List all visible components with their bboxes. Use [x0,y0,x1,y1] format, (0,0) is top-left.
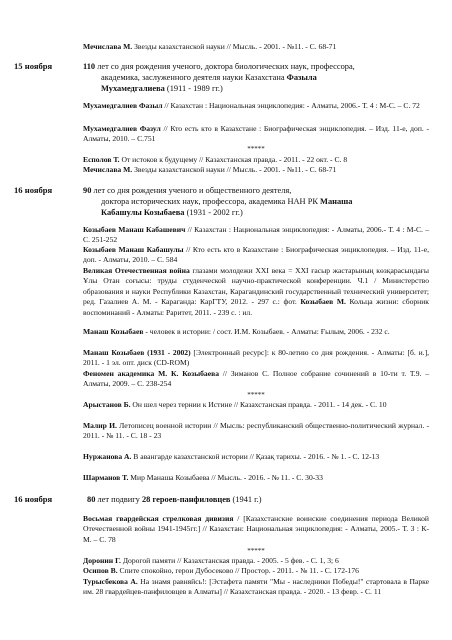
entry-text: // Казахстан : Национальная энциклопедия: - Алматы, 2006.- Т. 4 : М-С. – С. 72 [162,101,420,110]
bibliography-entry [83,348,429,369]
entry-author-2: Козыбаев М. [300,297,346,307]
entry-author: Великая Отечественная война [83,266,190,275]
bibliography-entry [83,225,429,246]
bibliography-entry [83,421,429,442]
event-date: 16 ноября [14,185,53,195]
bibliography-entry [83,101,429,111]
bibliography-entry [83,165,429,175]
bibliography-entry [83,514,429,545]
entry-author: Манаш Козыбаев [83,327,144,336]
event-person-surname: Мухамедгалиева [101,84,165,93]
entry-author: Малир И. [83,421,117,430]
entry-text: [Электронный ресурс]: к 80-летию со дня рождения. - Алматы: [б. и.], 2011. - 1 эл. опт. диск (CD-ROM) [83,348,429,368]
entry-text-2: Кольца жизни: сборник воспоминаний - Алматы: Раритет, 2011. - 239 с. : ил. [83,297,429,317]
entry-text: Дорогой памяти // Казахстанская правда. - 2005. - 5 фев. - С. 1, 3; 6 [120,556,339,565]
bibliography-entry [83,556,429,566]
bibliography-entry [83,452,429,462]
entry-text: Спите спокойно, герои Дубосеково // Простор. - 2011. - № 11. - С. 172-176 [117,566,359,575]
bibliography-entry [83,155,429,165]
event-subject: 28 героев-панфиловцев [141,495,231,504]
event-date: 16 ноября [14,494,53,504]
entry-author: Шарманов Т. [83,473,129,482]
event-years: (1941 г.) [230,495,262,504]
entry-author: Козыбаев Манаш Кабашевич [83,225,186,234]
bibliography-entry [83,245,429,266]
bibliography-entry [83,473,429,483]
entry-author: Манаш Козыбаев (1931 - 2002) [83,348,191,357]
entry-author: Восьмая гвардейская стрелковая дивизия [83,514,234,523]
entry-author: Мечислава М. [83,42,133,51]
entry-text: В авангарде казахстанской истории // Қазақ тарихы. - 2016. - № 1. - С. 12-13 [131,452,380,461]
event-heading-text-2: доктора исторических наук, профессора, академика НАН РК [101,197,321,206]
event-heading-continuation-2 [83,207,429,218]
event-heading-text: лет подвигу [95,495,142,504]
event-heading-text-2: академика, заслуженного деятеля науки Казахстана [101,73,287,82]
bibliography-entry [83,42,429,52]
event-heading-continuation [83,72,429,83]
event-heading-text: лет со дня рождения ученого, доктора биологических наук, профессора, [95,62,355,71]
event-date: 15 ноября [14,61,53,71]
separator-stars: ***** [247,145,265,153]
bibliography-entry [83,400,429,410]
bibliography-entry [83,124,429,145]
entry-author: Мухамедгалиев Фазул [83,124,161,133]
bibliography-entry [83,577,429,598]
entry-author: Феномен академика М. К. Козыбаева [83,369,219,378]
bibliography-entry [83,369,429,390]
event-anniversary-number: 80 [87,495,96,504]
separator-stars: ***** [247,391,265,399]
entry-author: Мечислава М. [83,165,133,174]
event-heading-continuation-2 [83,83,429,94]
entry-text: // Зиманов С. Полное собрание сочинений в 10-ти т. Т.9. – Алматы, 2009. – С. 238-254 [83,369,430,389]
bibliography-entry [83,566,429,576]
entry-text: // Кто есть кто в Казахстане : Биографическая энциклопедия. – Изд. 11-е, доп. - Алматы, 2010. – С.751 [83,124,429,144]
entry-author: Есполов Т. [83,155,120,164]
entry-author: Доронин Г. [83,556,121,565]
entry-text: От истоков к будущему // Казахстанская правда. - 2011. - 22 окт. - С. 8 [119,155,348,164]
entry-text: На знамя равняйсь!: [Эстафета памяти "Мы - наследники Победы!" стартовала в Парке им. 28 гвардейцев-панфиловцев в Алматы] // Казахстанская правда. - 2020. - 13 февр. - С. 11 [83,577,430,597]
event-heading [83,61,429,94]
entry-author: Козыбаев Манаш Кабашулы [83,245,184,254]
entry-text: - человек в истории: / сост. И.М. Козыбаев. - Алматы: Ғылым, 2006. - 232 с. [143,327,390,336]
entry-text: // Кто есть кто в Казахстане : Биографическая энциклопедия. – Изд. 11-е, доп. - Алматы, 2010. – С. 584 [83,245,429,265]
entry-text: // Казахстан : Национальная энциклопедия: - Алматы, 2006.- Т. 4 : М-С. – С. 251-252 [83,225,429,245]
entry-author: Нуржанова А. [83,452,132,461]
event-person-name: Манаша [320,197,353,206]
bibliography-entry [83,266,429,318]
entry-text: Летописец военной истории // Мысль: республиканский общественно-политический журнал. - 2011. - № 11. - С. 18 - 23 [83,421,430,441]
event-heading [83,185,429,218]
entry-text: Звезды казахстанской науки // Мысль. - 2001. - №11. - С. 68-71 [132,165,337,174]
bibliography-entry [83,327,429,337]
event-person-name: Фазыла [286,73,317,82]
entry-text: глазами молодежи XXI века = XXI ғасыр жастарының көзқарасындағы Ұлы Отан соғысы: труды студенческой научно-практической конференции. Ч.1 / Министерство образования и науки Республики Казахстан, Карагандинский государственный технический университет; ред. Газалиев А. М. - Караганда: КарГТУ, 2012. - 297 с.: фот. [83,266,429,307]
event-heading-continuation [83,196,429,207]
event-anniversary-number: 110 [83,62,96,71]
entry-author: Турысбекова А. [83,577,138,586]
separator-stars: ***** [247,547,265,555]
event-person-surname: Кабашулы Козыбаева [101,208,185,217]
entry-text: / [Казахстанские воинские соединения периода Великой Отечественной войны 1941-1945гг.] // Казахстан: Национальная энциклопедия: - Алматы, 2005.- Т. 3 : К-М. – С. 78 [83,514,429,544]
event-anniversary-number: 90 [83,186,92,195]
event-heading-text: лет со дня рождения ученого и общественного деятеля, [91,186,292,195]
entry-text: Он шел через тернии к Истине // Казахстанская правда. - 2011. - 14 дек. - С. 10 [130,400,387,409]
entry-text: Звезды казахстанской науки // Мысль. - 2001. - №11. - С. 68-71 [132,42,337,51]
entry-author: Арыстанов Б. [83,400,131,409]
entry-text: Мир Манаша Козыбаева // Мысль. - 2016. - № 11. - С. 30-33 [128,473,323,482]
event-years: (1931 - 2002 гг.) [184,208,243,217]
event-heading [83,494,429,505]
event-years: (1911 - 1989 гг.) [164,84,223,93]
entry-author: Осипов В. [83,566,118,575]
entry-author: Мухамедгалиев Фазыл [83,101,163,110]
